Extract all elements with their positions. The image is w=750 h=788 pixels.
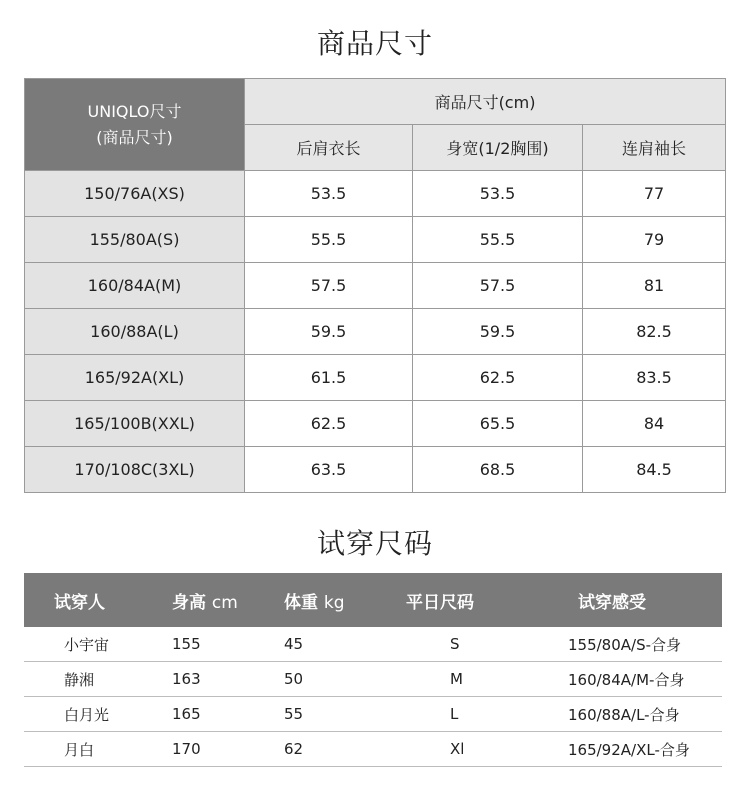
- size-cell: 61.5: [245, 355, 413, 401]
- size-row: [25, 171, 726, 217]
- try-on-cell: 155: [152, 627, 264, 662]
- try-on-row: [24, 662, 722, 697]
- size-cell: 62.5: [413, 355, 583, 401]
- size-cell: 53.5: [413, 171, 583, 217]
- size-cell: 83.5: [583, 355, 726, 401]
- try-on-cell: Xl: [382, 732, 522, 767]
- size-cell: 82.5: [583, 309, 726, 355]
- try-on-cell: 62: [264, 732, 382, 767]
- try-on-row: [24, 697, 722, 732]
- try-on-cell: S: [382, 627, 522, 662]
- try-on-cell: 白月光: [24, 697, 152, 732]
- size-cell: 77: [583, 171, 726, 217]
- size-label: 170/108C(3XL): [25, 447, 245, 493]
- header-height: 身高 cm: [152, 573, 264, 627]
- header-fit-feedback: 试穿感受: [522, 573, 722, 627]
- size-corner-header: [25, 79, 245, 171]
- size-cell: 57.5: [245, 263, 413, 309]
- header-usual-size: 平日尺码: [382, 573, 522, 627]
- try-on-cell: 160/84A/M-合身: [522, 662, 722, 697]
- size-cell: 84.5: [583, 447, 726, 493]
- try-on-cell: 155/80A/S-合身: [522, 627, 722, 662]
- size-label: 155/80A(S): [25, 217, 245, 263]
- measurement-group-header: 商品尺寸(cm): [245, 79, 726, 125]
- size-row: [25, 309, 726, 355]
- try-on-cell: 160/88A/L-合身: [522, 697, 722, 732]
- size-label: 165/100B(XXL): [25, 401, 245, 447]
- size-label: 160/84A(M): [25, 263, 245, 309]
- size-cell: 53.5: [245, 171, 413, 217]
- corner-line-1: UNIQLO尺寸: [87, 101, 182, 121]
- size-cell: 81: [583, 263, 726, 309]
- size-label: 165/92A(XL): [25, 355, 245, 401]
- try-on-cell: L: [382, 697, 522, 732]
- size-cell: 59.5: [245, 309, 413, 355]
- column-header-chest-width: 身宽(1/2胸围): [413, 125, 583, 171]
- size-cell: 57.5: [413, 263, 583, 309]
- size-cell: 59.5: [413, 309, 583, 355]
- size-cell: 55.5: [245, 217, 413, 263]
- try-on-cell: 45: [264, 627, 382, 662]
- header-tester: 试穿人: [24, 573, 152, 627]
- size-cell: 63.5: [245, 447, 413, 493]
- try-on-cell: 小宇宙: [24, 627, 152, 662]
- size-cell: 55.5: [413, 217, 583, 263]
- size-cell: 65.5: [413, 401, 583, 447]
- size-label: 150/76A(XS): [25, 171, 245, 217]
- try-on-cell: 55: [264, 697, 382, 732]
- size-row: [25, 447, 726, 493]
- size-section-title: 商品尺寸: [316, 27, 433, 60]
- try-on-row: [24, 627, 722, 662]
- size-cell: 62.5: [245, 401, 413, 447]
- try-on-table: [24, 573, 722, 767]
- try-on-cell: 170: [152, 732, 264, 767]
- size-row: [25, 355, 726, 401]
- size-label: 160/88A(L): [25, 309, 245, 355]
- try-on-cell: 165/92A/XL-合身: [522, 732, 722, 767]
- column-header-sleeve-length: 连肩袖长: [583, 125, 726, 171]
- try-on-cell: 静湘: [24, 662, 152, 697]
- try-on-cell: 165: [152, 697, 264, 732]
- size-row: [25, 217, 726, 263]
- try-on-row: [24, 732, 722, 767]
- size-row: [25, 401, 726, 447]
- column-header-back-length: 后肩衣长: [245, 125, 413, 171]
- try-section-title: 试穿尺码: [316, 527, 433, 560]
- try-on-cell: 月白: [24, 732, 152, 767]
- size-cell: 79: [583, 217, 726, 263]
- size-row: [25, 263, 726, 309]
- try-on-cell: M: [382, 662, 522, 697]
- corner-line-2: (商品尺寸): [96, 127, 173, 147]
- try-on-cell: 50: [264, 662, 382, 697]
- size-table: [24, 78, 726, 493]
- size-cell: 68.5: [413, 447, 583, 493]
- header-weight: 体重 kg: [264, 573, 382, 627]
- try-on-cell: 163: [152, 662, 264, 697]
- size-cell: 84: [583, 401, 726, 447]
